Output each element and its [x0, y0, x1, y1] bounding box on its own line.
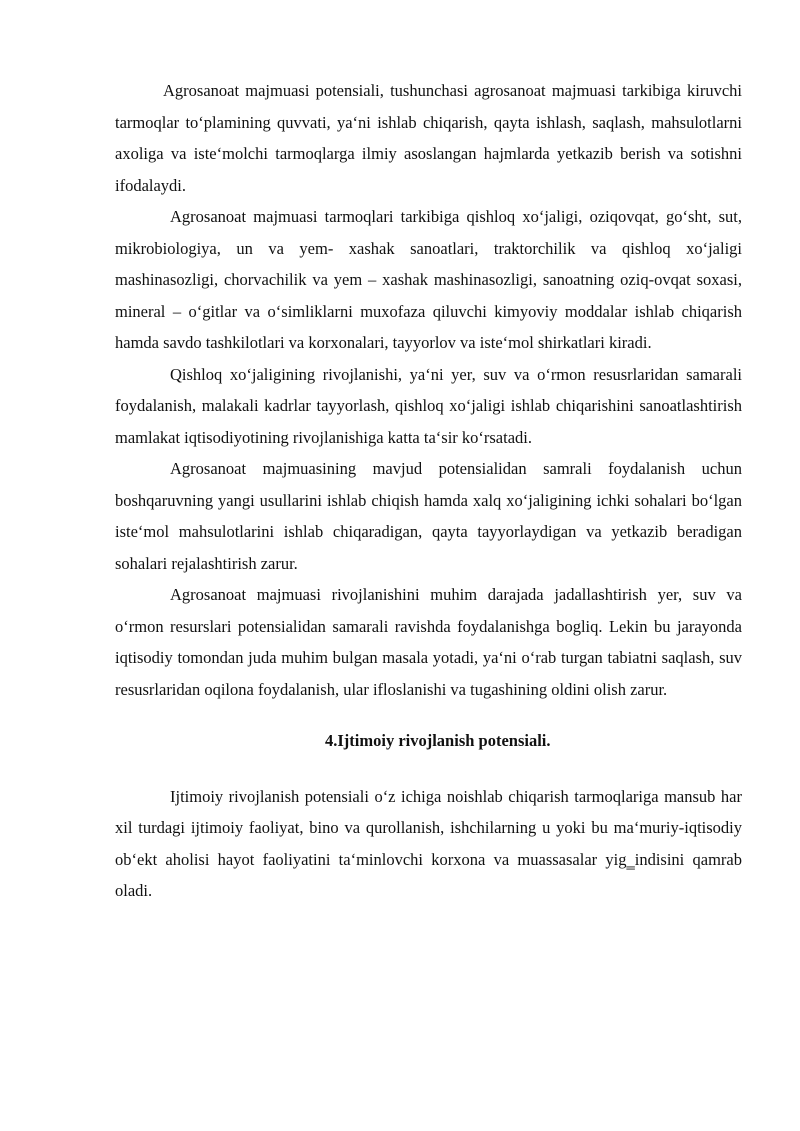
paragraph-boshqaruv-usullari: Agrosanoat majmuasining mavjud potensialidan samrali foydalanish uchun boshqaruvning yangi usullarini ishlab chiqish hamda xalq xo‘jaligining ichki sohalari bo‘lgan iste‘mol mahsulotlarini ishlab chiqaradigan, qayta tayyorlaydigan va yetkazib beradigan sohalari rejalashtirish zarur.: [115, 459, 742, 573]
paragraph-agrosanoat-potensiali: Agrosanoat majmuasi potensiali, tushunchasi agrosanoat majmuasi tarkibiga kiruvchi tarmoqlar to‘plamining quvvati, ya‘ni ishlab chiqarish, qayta ishlash, saqlash, mahsulotlarni axoliga va iste‘molchi tarmoqlarga ilmiy asoslangan hajmlarda yetkazib berish va sotishni ifodalaydi.: [115, 81, 742, 195]
paragraph-resurslar-potensiali: Agrosanoat majmuasi rivojlanishini muhim darajada jadallashtirish yer, suv va o‘rmon resurslari potensialidan samarali ravishda foydalanishga bogliq. Lekin bu jarayonda iqtisodiy tomondan juda muhim bulgan masala yotadi, ya‘ni o‘rab turgan tabiatni saqlash, suv resusrlaridan oqilona foydalanish, ular ifloslanishi va tugashining oldini olish zarur.: [115, 585, 742, 699]
paragraph-qishloq-xojaligi: Qishloq xo‘jaligining rivojlanishi, ya‘ni yer, suv va o‘rmon resusrlaridan samarali foydalanish, malakali kadrlar tayyorlash, qishloq xo‘jaligi ishlab chiqarishini sanoatlashtirish mamlakat iqtisodiyotining rivojlanishiga katta ta‘sir ko‘rsatadi.: [115, 364, 742, 447]
section-heading: 4.Ijtimoiy rivojlanish potensiali.: [325, 731, 551, 750]
paragraph-ijtimoiy-potensial: Ijtimoiy rivojlanish potensiali o‘z ichiga noishlab chiqarish tarmoqlariga mansub har xil turdagi ijtimoiy faoliyat, bino va qurollanish, ishchilarning u yoki bu ma‘muriy-iqtisodiy ob‘ekt aholisi hayot faoliyatini ta‘minlovchi korxona va muassasalar yig‗indisini qamrab oladi.: [115, 786, 742, 900]
document-page: [115, 75, 742, 907]
paragraph-tarmoqlar-tarkibi: Agrosanoat majmuasi tarmoqlari tarkibiga qishloq xo‘jaligi, oziqovqat, go‘sht, sut, mikrobiologiya, un va yem- xashak sanoatlari, traktorchilik va qishloq xo‘jaligi mashinasozligi, chorvachilik va yem – xashak mashinasozligi, sanoatning oziq-ovqat soxasi, mineral – o‘gitlar va o‘simliklarni muxofaza qiluvchi kimyoviy moddalar ishlab chiqarish hamda savdo tashkilotlari va korxonalari, tayyorlov va iste‘mol shirkatlari kiradi.: [115, 207, 742, 352]
